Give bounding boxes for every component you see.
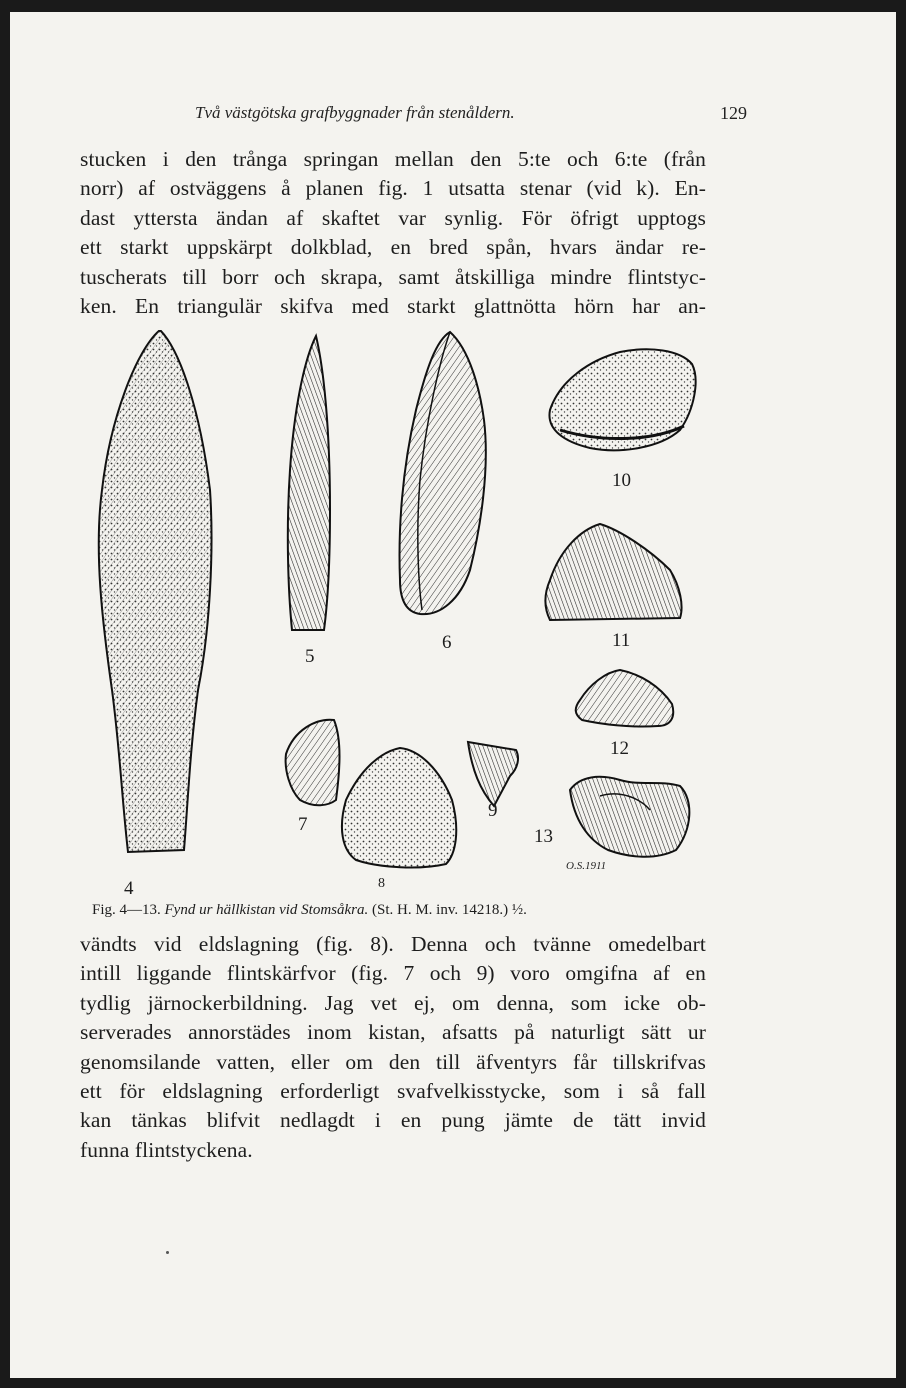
artifact-5-point [288, 336, 330, 630]
artifact-12-fragment [576, 670, 674, 727]
artifact-10-scraper [549, 349, 695, 450]
label-fig-6: 6 [442, 632, 452, 653]
label-fig-5: 5 [305, 646, 315, 667]
flint-artifacts-figure [80, 330, 720, 899]
text-line: norr) af ostväggens å planen fig. 1 utsatta stenar (vid k). En- [80, 176, 706, 201]
caption-suffix: (St. H. M. inv. 14218.) ½. [368, 902, 527, 918]
text-line: tydlig järnockerbildning. Jag vet ej, om denna, som icke ob- [80, 990, 706, 1015]
label-fig-4: 4 [124, 878, 134, 899]
figure-caption [92, 902, 527, 919]
caption-prefix: Fig. 4—13. [92, 902, 165, 918]
artifact-8-strike-a-light [342, 748, 456, 867]
artifact-4-dagger [99, 330, 212, 852]
page-header [80, 103, 747, 129]
label-fig-9: 9 [488, 800, 498, 821]
paragraph-top [80, 145, 706, 321]
artifact-6-blade [400, 332, 486, 614]
illustrator-signature: O.S.1911 [566, 860, 607, 872]
text-line: dast yttersta ändan af skaftet var synlig. För öfrigt upptogs [80, 205, 706, 230]
page-number: 129 [720, 103, 747, 123]
label-fig-11: 11 [612, 630, 631, 651]
artifact-9-flake [468, 742, 518, 806]
artifact-7-flake [286, 720, 340, 805]
text-line: ett starkt uppskärpt dolkblad, en bred spån, hvars ändar re- [80, 235, 706, 260]
artifact-drawings [80, 330, 720, 890]
speck [166, 1251, 169, 1254]
artifact-11-flake [546, 524, 682, 620]
text-line: serverades annorstädes inom kistan, afsatts på naturligt sätt ur [80, 1020, 706, 1045]
text-line: ken. En triangulär skifva med starkt glattnötta hörn har an- [80, 293, 706, 318]
artifact-13-fragment [570, 777, 689, 857]
text-line: vändts vid eldslagning (fig. 8). Denna och tvänne omedelbart [80, 932, 706, 956]
text-line: kan tänkas blifvit nedlagdt i en pung jämte de tätt invid [80, 1108, 706, 1133]
text-line: ett för eldslagning erforderligt svafvelkisstycke, som i så fall [80, 1078, 706, 1103]
label-fig-13: 13 [534, 826, 553, 847]
label-fig-7: 7 [298, 814, 308, 835]
caption-title: Fynd ur hällkistan vid Stomsåkra. [164, 902, 369, 918]
text-line: intill liggande flintskärfvor (fig. 7 och 9) voro omgifna af en [80, 961, 706, 986]
text-line: funna flintstyckena. [80, 1137, 253, 1162]
text-line: stucken i den trånga springan mellan den 5:te och 6:te (från [80, 147, 706, 171]
paragraph-bottom [80, 930, 706, 1165]
text-line: genomsilande vatten, eller om den till äfventyrs får tillskrifvas [80, 1049, 706, 1074]
text-line: tuscherats till borr och skrapa, samt åtskilliga mindre flintstyc- [80, 264, 706, 289]
label-fig-10: 10 [612, 470, 631, 491]
label-fig-12: 12 [610, 738, 629, 759]
label-fig-8: 8 [378, 876, 385, 891]
running-title: Två västgötska grafbyggnader från stenåldern. [195, 103, 515, 122]
